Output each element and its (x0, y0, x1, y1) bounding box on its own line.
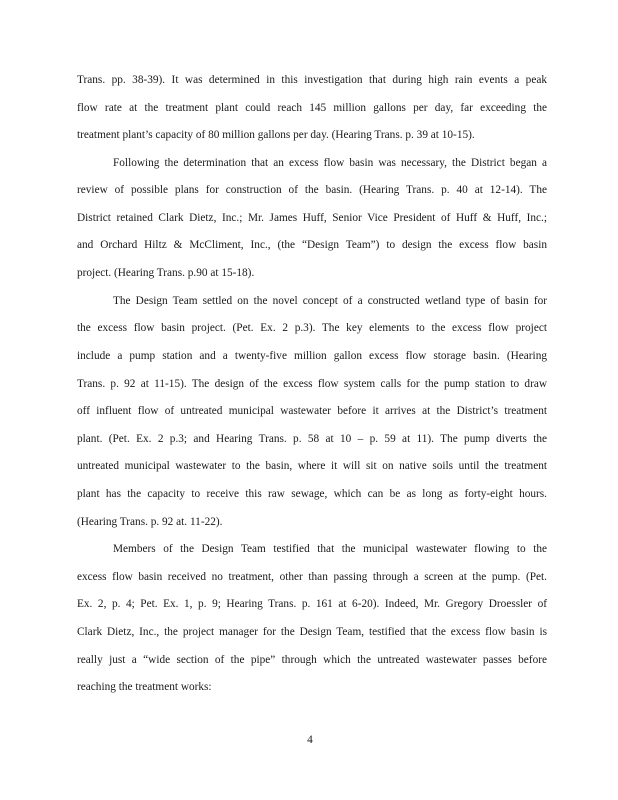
text-line: Following the determination that an excess flow basin was necessary, the District began a (113, 157, 547, 169)
text-line: the excess flow basin project. (Pet. Ex. 2 p.3). The key elements to the excess flow project (77, 322, 547, 334)
text-line: Ex. 2, p. 4; Pet. Ex. 1, p. 9; Hearing Trans. p. 161 at 6-20). Indeed, Mr. Gregory Droessler of (77, 598, 547, 610)
text-line: untreated municipal wastewater to the basin, where it will sit on native soils until the treatment (77, 460, 547, 472)
text-line: (Hearing Trans. p. 92 at. 11-22). (77, 516, 223, 528)
text-line: plant has the capacity to receive this raw sewage, which can be as long as forty-eight hours. (77, 488, 547, 500)
text-line: treatment plant’s capacity of 80 million gallons per day. (Hearing Trans. p. 39 at 10-15). (77, 129, 475, 141)
text-line: project. (Hearing Trans. p.90 at 15-18). (77, 267, 255, 279)
page-number: 4 (307, 734, 313, 746)
text-line: Trans. p. 92 at 11-15). The design of the excess flow system calls for the pump station to draw (77, 378, 547, 390)
text-line: review of possible plans for construction of the basin. (Hearing Trans. p. 40 at 12-14). The (77, 184, 547, 196)
text-line: Members of the Design Team testified that the municipal wastewater flowing to the (113, 543, 547, 555)
text-line: The Design Team settled on the novel concept of a constructed wetland type of basin for (113, 295, 547, 307)
text-line: plant. (Pet. Ex. 2 p.3; and Hearing Trans. p. 58 at 10 – p. 59 at 11). The pump diverts the (77, 433, 547, 445)
text-line: Trans. pp. 38-39). It was determined in this investigation that during high rain events a peak (77, 74, 547, 86)
text-line: flow rate at the treatment plant could reach 145 million gallons per day, far exceeding the (77, 102, 547, 114)
text-line: and Orchard Hiltz & McCliment, Inc., (the “Design Team”) to design the excess flow basin (77, 239, 547, 251)
text-line: really just a “wide section of the pipe” through which the untreated wastewater passes before (77, 654, 547, 666)
text-line: include a pump station and a twenty-five million gallon excess flow storage basin. (Hearing (77, 350, 547, 362)
text-line: District retained Clark Dietz, Inc.; Mr. James Huff, Senior Vice President of Huff & Huff, Inc.; (77, 212, 547, 224)
text-line: reaching the treatment works: (77, 681, 212, 693)
text-line: excess flow basin received no treatment, other than passing through a screen at the pump. (Pet. (77, 571, 547, 583)
text-line: Clark Dietz, Inc., the project manager for the Design Team, testified that the excess flow basin is (77, 626, 547, 638)
text-line: off influent flow of untreated municipal wastewater before it arrives at the District’s treatment (77, 405, 547, 417)
